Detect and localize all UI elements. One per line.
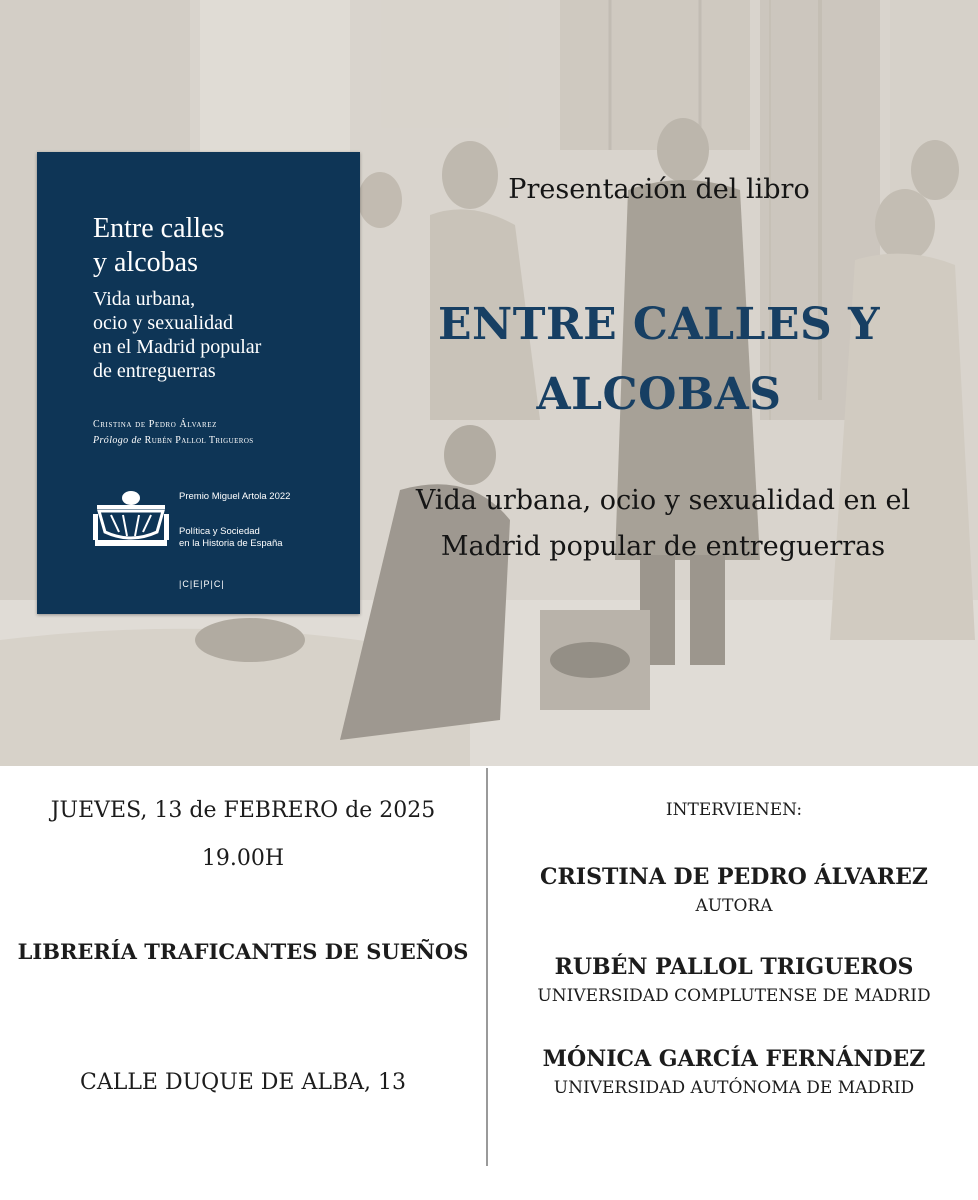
speaker-role: UNIVERSIDAD COMPLUTENSE DE MADRID [537, 986, 931, 1006]
cover-prologue [93, 435, 353, 446]
cover-prologue-prefix: Prólogo de [93, 435, 142, 446]
event-date: JUEVES, 13 de FEBRERO de 2025 [50, 798, 436, 823]
book-subtitle: Vida urbana, ocio y sexualidad en el Madrid popular de entreguerras [415, 485, 911, 562]
speakers-panel [490, 766, 978, 1200]
speaker-name: MÓNICA GARCÍA FERNÁNDEZ [542, 1046, 926, 1072]
column-divider [486, 768, 488, 1166]
book-title: ENTRE CALLES Y ALCOBAS [438, 299, 880, 420]
cover-subtitle: Vida urbana, ocio y sexualidad en el Madrid popular de entreguerras [93, 288, 262, 382]
speaker-role: UNIVERSIDAD AUTÓNOMA DE MADRID [553, 1078, 915, 1098]
cover-prize: Premio Miguel Artola 2022 [179, 491, 291, 502]
book-cover [37, 152, 360, 614]
presentation-label: Presentación del libro [508, 174, 810, 205]
speakers-label: INTERVIENEN: [665, 800, 803, 820]
speaker-role: AUTORA [695, 896, 773, 916]
event-details [0, 766, 486, 1200]
publisher-logo: |C|E|P|C| [179, 579, 225, 589]
event-address: CALLE DUQUE DE ALBA, 13 [79, 1070, 407, 1095]
event-time: 19.00H [201, 846, 285, 871]
cover-prologue-author: Rubén Pallol Trigueros [144, 435, 254, 446]
event-venue: LIBRERÍA TRAFICANTES DE SUEÑOS [17, 939, 469, 964]
speaker-name: RUBÉN PALLOL TRIGUEROS [554, 954, 914, 980]
prize-emblem-icon [91, 488, 171, 552]
cover-author: Cristina de Pedro Álvarez [93, 419, 218, 430]
cover-series: Política y Sociedad en la Historia de España [179, 526, 283, 549]
cover-title: Entre calles y alcobas [93, 213, 225, 278]
speaker-name: CRISTINA DE PEDRO ÁLVAREZ [540, 864, 928, 890]
